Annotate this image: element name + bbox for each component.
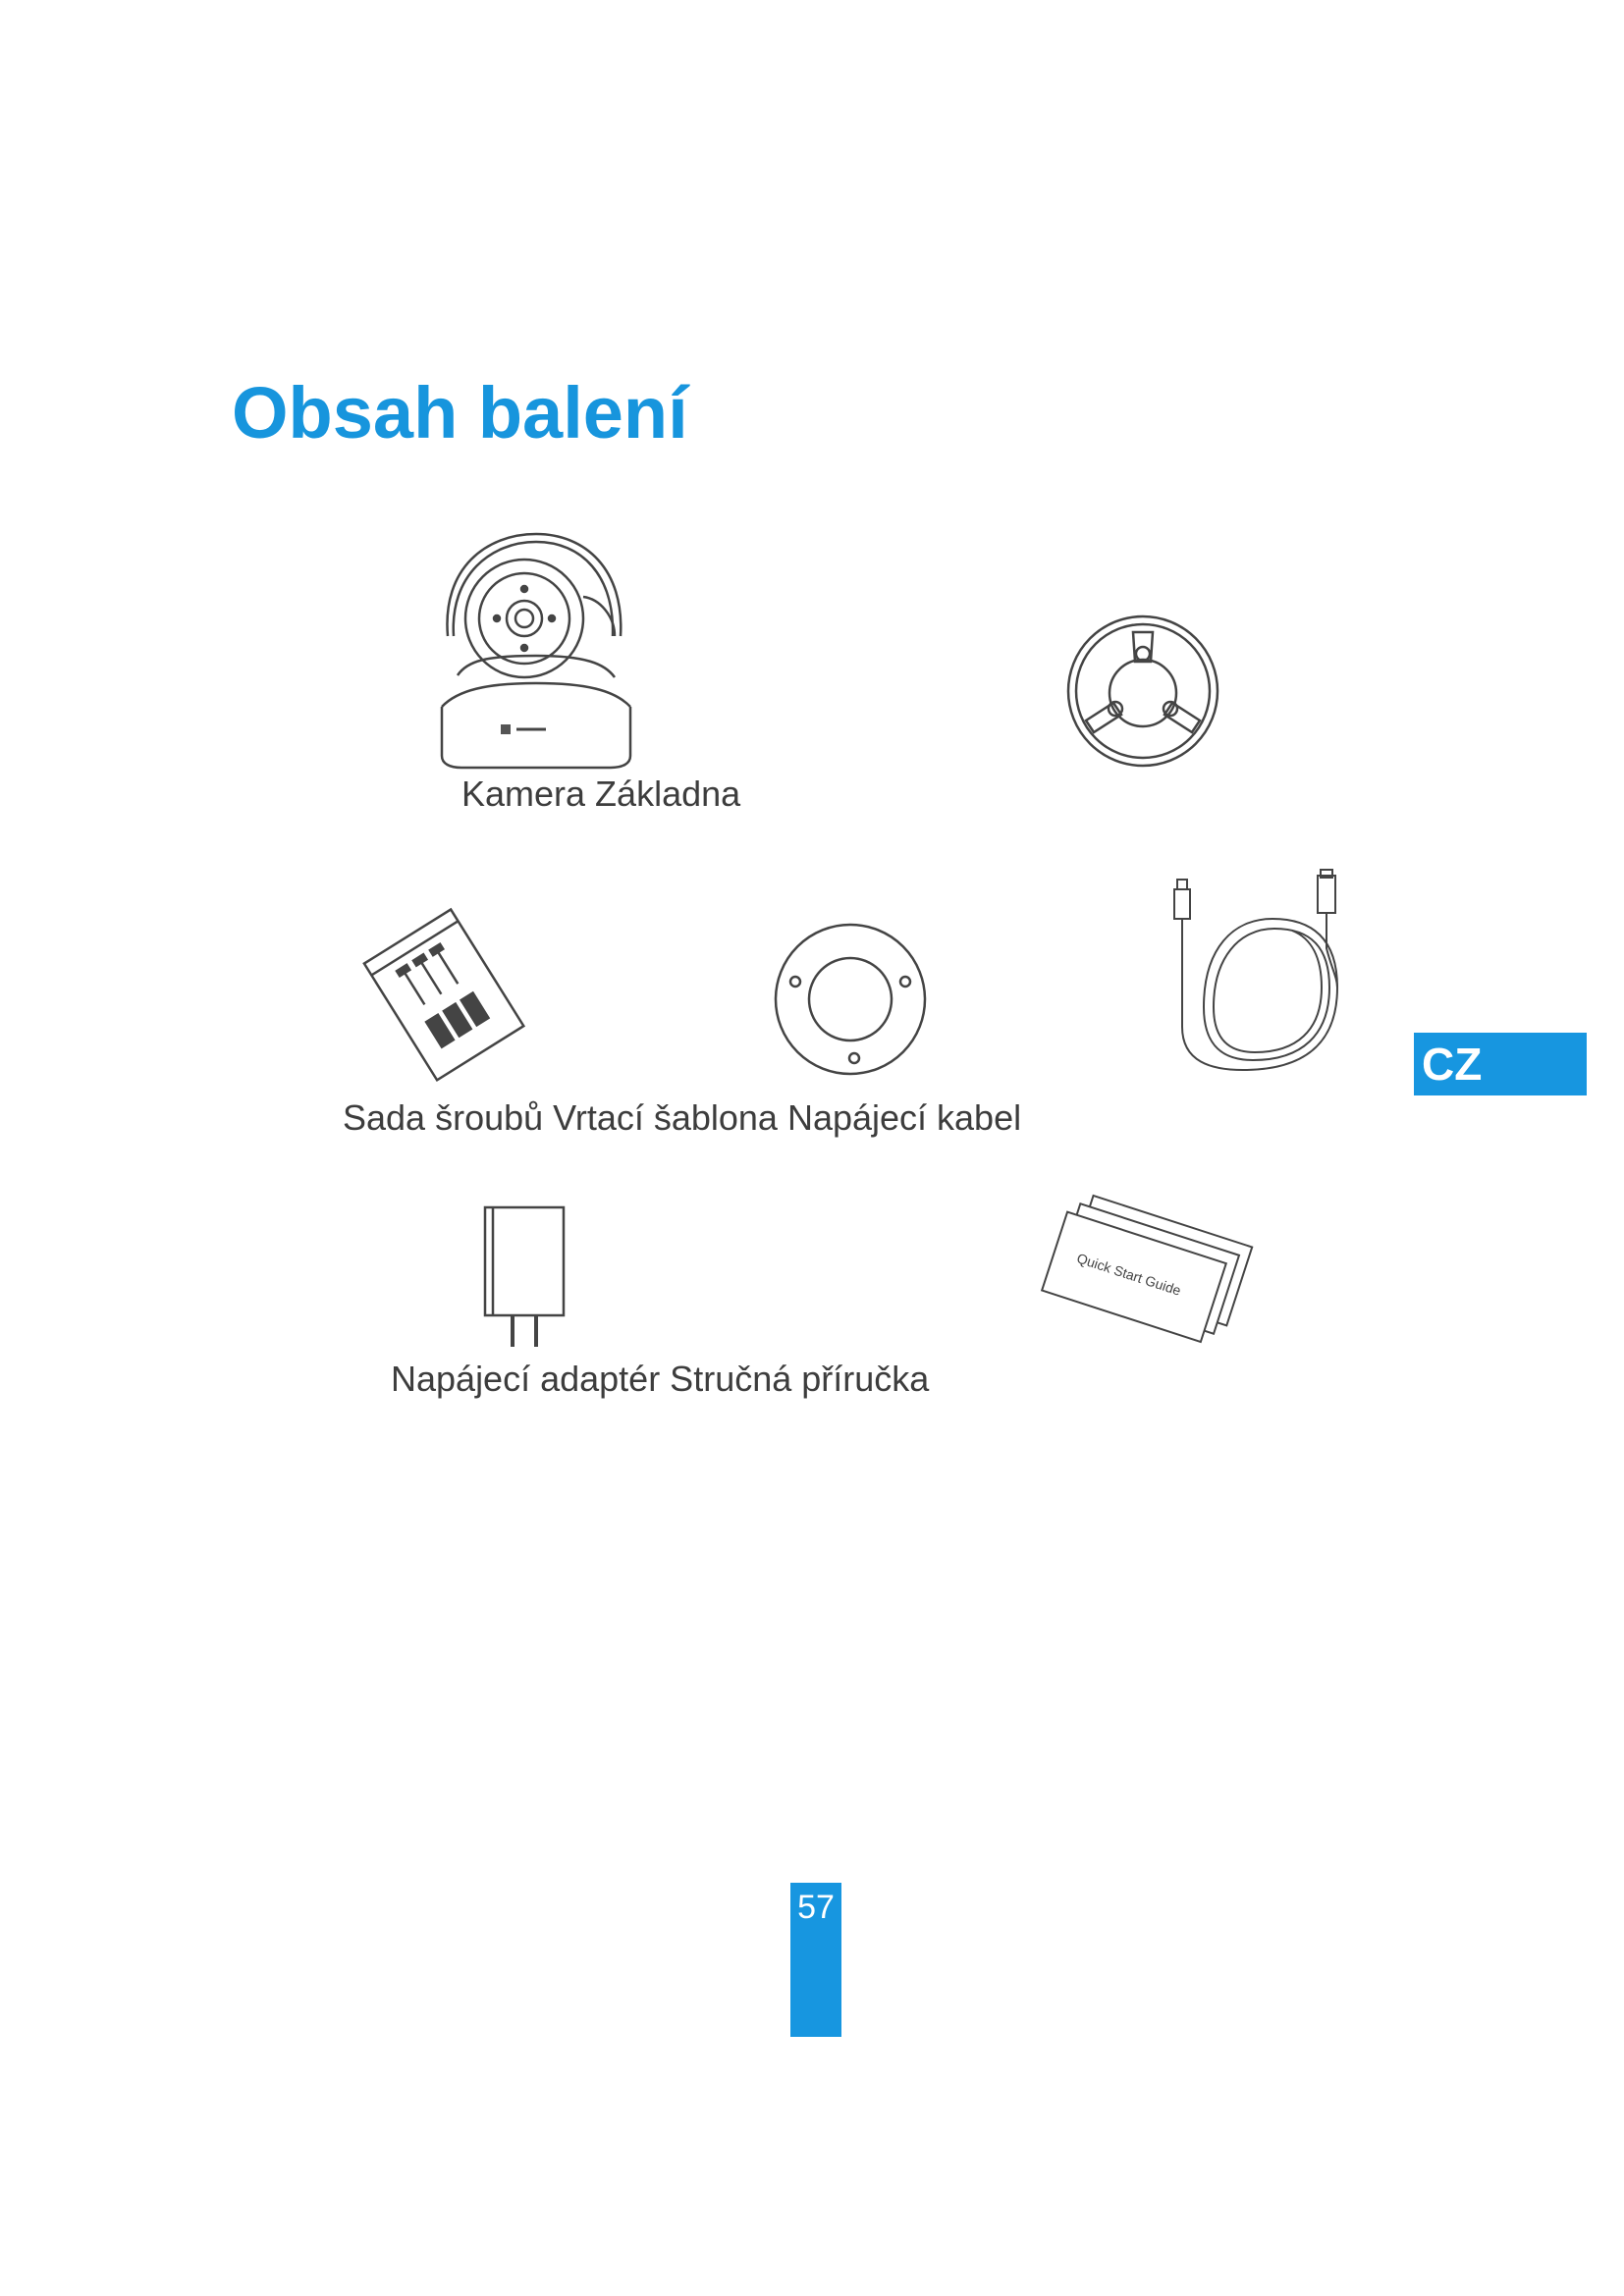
language-tab: CZ (1414, 1033, 1587, 1095)
quick-start-guide-illustration (1037, 1194, 1253, 1351)
power-adapter-illustration (481, 1203, 569, 1351)
screw-kit-illustration (363, 913, 520, 1070)
camera-illustration (428, 528, 634, 774)
power-cable-illustration (1164, 870, 1361, 1076)
caption-adapter-guide: Napájecí adaptér Stručná příručka (391, 1359, 930, 1399)
base-illustration (1064, 613, 1221, 770)
page-title: Obsah balení (232, 372, 688, 454)
guide-cover-text: Quick Start Guide (1074, 1250, 1183, 1299)
caption-screws-template-cable: Sada šroubů Vrtací šablona Napájecí kabel (343, 1097, 1022, 1138)
page-number: 57 (790, 1883, 841, 2037)
caption-camera-base: Kamera Základna (461, 774, 741, 814)
drill-template-illustration (772, 921, 929, 1078)
